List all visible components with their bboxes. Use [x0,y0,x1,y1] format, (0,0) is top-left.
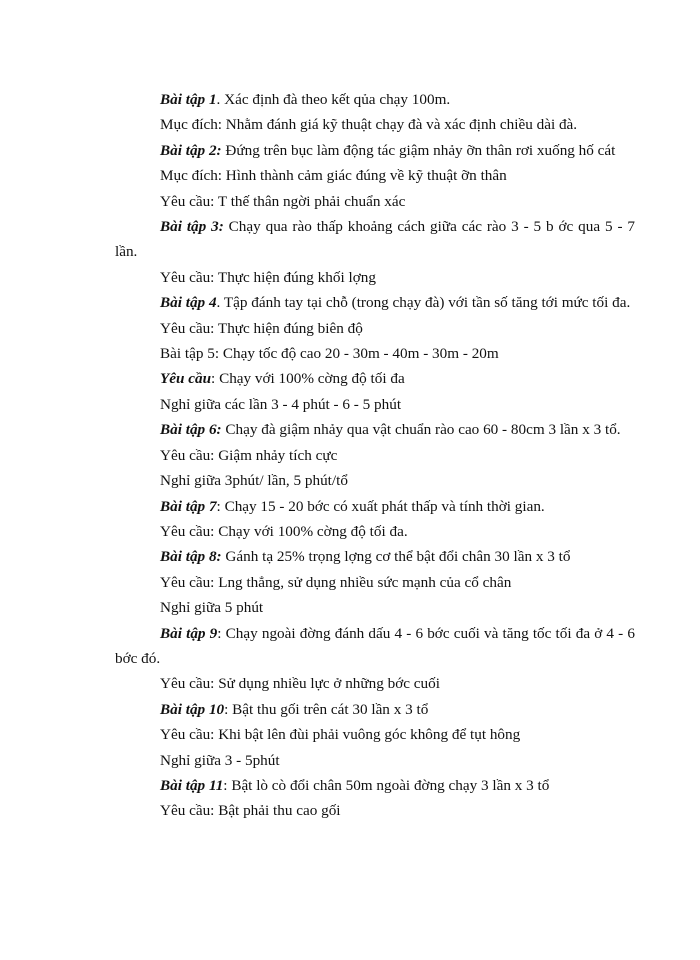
exercise-label: Bài tập 3: [160,218,224,236]
paragraph [115,748,635,773]
paragraph [115,595,635,620]
paragraph-text: Yêu cầu: Sử dụng nhiều lực ở những bớc cuối [160,675,440,693]
paragraph-text: Đứng trên bục làm động tác giậm nhảy ỡn thân rơi xuống hố cát [221,141,616,159]
paragraph [115,112,635,137]
paragraph-text: Yêu cầu: Lng thẳng, sử dụng nhiều sức mạnh của cổ chân [160,573,512,591]
paragraph [115,265,635,290]
paragraph [115,163,635,188]
paragraph-text: : Bật lò cò đổi chân 50m ngoài đờng chạy 3 lần x 3 tổ [223,776,550,794]
paragraph-text: Yêu cầu: Giậm nhảy tích cực [160,446,338,464]
paragraph-text: : Chạy với 100% cờng độ tối đa [211,370,405,388]
exercise-label: Bài tập 7 [160,497,217,515]
paragraph-text: Nghỉ giữa các lần 3 - 4 phút - 6 - 5 phút [160,395,402,413]
paragraph [115,87,635,112]
paragraph-text: Chạy đà giậm nhảy qua vật chuẩn rào cao 60 - 80cm 3 lần x 3 tổ. [221,421,621,439]
paragraph-text: Gánh tạ 25% trọng lợng cơ thể bật đổi chân 30 lần x 3 tổ [221,548,571,566]
paragraph-text: Yêu cầu: Thực hiện đúng khối lợng [160,268,376,286]
paragraph [115,138,635,163]
exercise-label: Bài tập 6: [160,421,222,439]
paragraph-text: Yêu cầu: Khi bật lên đùi phải vuông góc không để tụt hông [160,726,521,744]
paragraph [115,544,635,569]
paragraph-text: Mục đích: Hình thành cảm giác đúng về kỹ thuật ỡn thân [160,167,507,185]
exercise-label: Bài tập 11 [160,776,224,794]
paragraph [115,468,635,493]
paragraph-text: Yêu cầu: Thực hiện đúng biên độ [160,319,363,337]
paragraph-text: Bài tập 5: Chạy tốc độ cao 20 - 30m - 40m - 30m - 20m [160,345,499,363]
paragraph-text: Mục đích: Nhằm đánh giá kỹ thuật chạy đà và xác định chiều dài đà. [160,116,578,134]
paragraph [115,366,635,391]
exercise-label: Bài tập 9 [160,624,218,642]
paragraph [115,494,635,519]
paragraph [115,392,635,417]
paragraph-text: Nghỉ giữa 3 - 5phút [160,751,280,769]
paragraph [115,443,635,468]
paragraph-text: Yêu cầu: Chạy với 100% cờng độ tối đa. [160,522,408,540]
paragraph [115,798,635,823]
exercise-label: Bài tập 1 [160,91,217,108]
paragraph [115,519,635,544]
paragraph-text: . Xác định đà theo kết qủa chạy 100m. [216,91,451,108]
paragraph-text: Chạy qua rào thấp khoảng cách giữa các rào 3 - 5 b ớc qua 5 - 7 lần. [115,218,635,261]
paragraph [115,697,635,722]
exercise-label: Bài tập 2: [160,141,222,159]
document-body [115,87,635,824]
paragraph [115,621,635,672]
exercise-label: Bài tập 10 [160,700,225,718]
paragraph [115,189,635,214]
paragraph [115,316,635,341]
paragraph [115,722,635,747]
exercise-label: Bài tập 4 [160,294,217,312]
paragraph-text: . Tập đánh tay tại chỗ (trong chạy đà) với tần số tăng tới mức tối đa. [216,294,631,312]
paragraph-text: Nghỉ giữa 3phút/ lần, 5 phút/tổ [160,472,348,490]
paragraph [115,341,635,366]
paragraph-text: Nghỉ giữa 5 phút [160,599,264,617]
paragraph-text: : Bật thu gối trên cát 30 lần x 3 tổ [224,700,429,718]
paragraph-text: Yêu cầu: T thế thân ngời phải chuẩn xác [160,192,406,210]
exercise-label: Bài tập 8: [160,548,222,566]
paragraph [115,290,635,315]
paragraph [115,417,635,442]
paragraph [115,570,635,595]
paragraph [115,773,635,798]
paragraph [115,214,635,265]
paragraph [115,671,635,696]
paragraph-text: : Chạy ngoài đờng đánh dấu 4 - 6 bớc cuối và tăng tốc tối đa ở 4 - 6 bớc đó. [115,624,635,667]
paragraph-text: Yêu cầu: Bật phải thu cao gối [160,802,341,820]
paragraph-text: : Chạy 15 - 20 bớc có xuất phát thấp và tính thời gian. [216,497,545,515]
exercise-label: Yêu cầu [160,370,212,388]
